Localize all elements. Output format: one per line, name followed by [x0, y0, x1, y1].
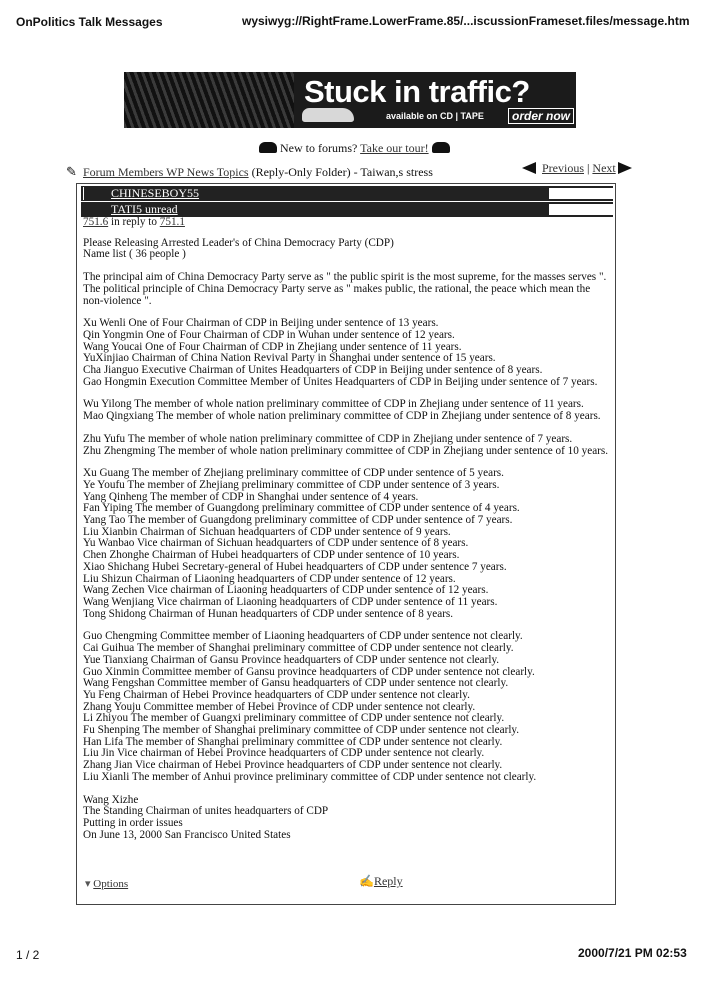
ad-artwork — [124, 72, 294, 128]
message-line: Liu Xianli The member of Anhui province preliminary committee of CDP under sentence not clearly. — [83, 770, 537, 783]
message-line: Liu Jin Vice chairman of Hebei Province headquarters of CDP under sentence not clearly. — [83, 747, 485, 760]
message-line: Liu Xianbin Chairman of Sichuan headquarters of CDP under sentence of 9 years. — [83, 525, 451, 538]
message-line: Ye Youfu The member of Zhejiang preliminary committee of CDP under sentence of 3 years. — [83, 478, 500, 491]
message-line: Qin Yongmin One of Four Chairman of CDP in Wuhan under sentence of 12 years. — [83, 328, 455, 341]
message-line: Han Lifa The member of Shanghai preliminary committee of CDP under sentence not clearly. — [83, 735, 503, 748]
folder-label: (Reply-Only Folder) — [251, 165, 351, 179]
message-line: On June 13, 2000 San Francisco United States — [83, 828, 291, 841]
ad-headline: Stuck in traffic? — [304, 74, 530, 109]
member-name-link[interactable]: CHINESEBOY55 — [111, 186, 200, 200]
row-blank — [549, 188, 613, 199]
car-icon — [432, 142, 450, 153]
message-line: Mao Qingxiang The member of whole nation preliminary committee of CDP in Zhejiang under sentence of 8 years. — [83, 410, 601, 423]
print-header-url: wysiwyg://RightFrame.LowerFrame.85/...iscussionFrameset.files/message.htm — [242, 14, 690, 28]
message-line: Tong Shidong Chairman of Hunan headquarters of CDP under sentence of 8 years. — [83, 607, 454, 620]
message-line: YuXinjiao Chairman of China Nation Revival Party in Shanghai under sentence of 15 years. — [83, 352, 496, 365]
pencil-icon: ✎ — [66, 164, 77, 179]
new-to-forums-text: New to forums? — [280, 141, 358, 155]
breadcrumb — [66, 164, 433, 180]
message-line: Fan Yiping The member of Guangdong preliminary committee of CDP under sentence of 4 years. — [83, 502, 520, 515]
print-timestamp: 2000/7/21 PM 02:53 — [578, 946, 687, 960]
paragraph-gap — [83, 784, 611, 795]
message-line: Name list ( 36 people ) — [83, 248, 186, 261]
message-line: Wang Wenjiang Vice chairman of Liaoning headquarters of CDP under sentence of 11 years. — [83, 595, 498, 608]
message-line: Wang Youcai One of Four Chairman of CDP in Zhejiang under sentence of 11 years. — [83, 340, 462, 353]
message-line: Gao Hongmin Execution Committee Member of Unites Headquarters of CDP in Beijing under sentence of 7 years. — [83, 375, 598, 388]
message-line: Xu Guang The member of Zhejiang preliminary committee of CDP under sentence of 5 years. — [83, 467, 504, 480]
ad-subtext: available on CD | TAPE — [386, 111, 484, 121]
reply-label: in reply to — [110, 216, 157, 228]
take-tour-link[interactable]: Take our tour! — [360, 141, 429, 155]
row-divider — [83, 187, 84, 200]
pager-divider: | — [587, 161, 590, 175]
previous-link[interactable]: Previous — [542, 161, 584, 175]
message-line: Yue Tianxiang Chairman of Gansu Province headquarters of CDP under sentence not clearly. — [83, 653, 500, 666]
reply-link[interactable]: Reply — [373, 874, 403, 888]
new-to-forums-bar — [259, 141, 450, 156]
message-line: Yang Qinheng The member of CDP in Shanghai under sentence of 4 years. — [83, 490, 419, 503]
message-frame — [76, 183, 616, 905]
next-link[interactable]: Next — [592, 161, 616, 175]
car-icon — [259, 142, 277, 153]
reply-target-link[interactable]: 751.1 — [159, 216, 185, 228]
forum-members-link[interactable]: Forum Members WP News Topics — [83, 165, 249, 179]
message-line: Zhu Yufu The member of whole nation preliminary committee of CDP in Zhejiang under sentence of 7 years. — [83, 432, 573, 445]
message-line: Wang Zechen Vice chairman of Liaoning headquarters of CDP under sentence of 12 years. — [83, 584, 489, 597]
message-reference — [83, 217, 611, 229]
message-line: Wang Xizhe — [83, 793, 139, 806]
message-lines — [83, 238, 611, 842]
member-name-link[interactable]: TATI5 unread — [111, 202, 178, 216]
message-line: Xu Wenli One of Four Chairman of CDP in Beijing under sentence of 13 years. — [83, 317, 439, 330]
message-line: Yu Wanbao Vice chairman of Sichuan headquarters of CDP under sentence of 8 years. — [83, 537, 469, 550]
message-line: Zhang Youju Committee member of Hebei Province of CDP under sentence not clearly. — [83, 700, 476, 713]
message-body — [83, 217, 611, 841]
message-line: The principal aim of China Democracy Party serve as " the public spirit is the most supreme, for the masses serves ". The political principle of China Democracy Party serve as " makes public, the rational, the peace which mean the non-violence ". — [83, 271, 607, 307]
message-line: Cha Jianguo Executive Chairman of Unites Headquarters of CDP in Beijing under sentence of 8 years. — [83, 364, 543, 377]
ad-order-button[interactable]: order now — [508, 108, 574, 124]
message-line: Yu Feng Chairman of Hebei Province headquarters of CDP under sentence not clearly. — [83, 688, 470, 701]
message-line: Li Zhiyou The member of Guangxi preliminary committee of CDP under sentence not clearly. — [83, 712, 505, 725]
message-line: Putting in order issues — [83, 816, 183, 829]
previous-arrow-icon[interactable] — [522, 162, 536, 174]
member-row[interactable] — [81, 186, 613, 201]
message-line: Guo Chengming Committee member of Liaoning headquarters of CDP under sentence not clearly. — [83, 630, 523, 643]
message-line: Chen Zhonghe Chairman of Hubei headquarters of CDP under sentence of 10 years. — [83, 549, 460, 562]
message-line: Please Releasing Arrested Leader's of China Democracy Party (CDP) — [83, 236, 394, 249]
next-arrow-icon[interactable] — [618, 162, 632, 174]
message-line: Wang Fengshan Committee member of Gansu headquarters of CDP under sentence not clearly. — [83, 677, 509, 690]
message-line: Fu Shenping The member of Shanghai preliminary committee of CDP under sentence not clearly. — [83, 724, 520, 737]
member-row[interactable] — [81, 202, 613, 217]
message-line: Xiao Shichang Hubei Secretary-general of Hubei headquarters of CDP under sentence 7 years. — [83, 560, 507, 573]
message-number-link[interactable]: 751.6 — [83, 216, 109, 228]
car-icon — [302, 108, 354, 122]
message-pager — [522, 161, 632, 176]
breadcrumb-separator: - — [353, 165, 358, 179]
message-line: Zhu Zhengming The member of whole nation preliminary committee of CDP in Zhejiang under sentence of 10 years. — [83, 444, 609, 457]
message-line: Liu Shizun Chairman of Liaoning headquarters of CDP under sentence of 12 years. — [83, 572, 456, 585]
topic-title: Taiwan,s stress — [360, 165, 433, 179]
ad-banner[interactable] — [124, 72, 576, 128]
options-link[interactable]: Options — [93, 878, 129, 890]
message-line: Wu Yilong The member of whole nation preliminary committee of CDP in Zhejiang under sentence of 11 years. — [83, 398, 584, 411]
message-line: The Standing Chairman of unites headquarters of CDP — [83, 805, 329, 818]
message-line: Cai Guihua The member of Shanghai preliminary committee of CDP under sentence not clearly. — [83, 642, 514, 655]
message-line: Zhang Jian Vice chairman of Hebei Province headquarters of CDP under sentence not clearly. — [83, 759, 503, 772]
reply-control[interactable] — [359, 874, 403, 889]
message-line: Guo Xinmin Committee member of Gansu province headquarters of CDP under sentence not clearly. — [83, 665, 535, 678]
print-header-title: OnPolitics Talk Messages — [16, 15, 163, 29]
reply-icon: ✍ — [359, 874, 374, 888]
print-page-number: 1 / 2 — [16, 948, 40, 962]
row-blank — [549, 204, 613, 215]
message-line: Yang Tao The member of Guangdong preliminary committee of CDP under sentence of 7 years. — [83, 514, 513, 527]
options-menu[interactable]: ▾ Options — [85, 878, 129, 890]
